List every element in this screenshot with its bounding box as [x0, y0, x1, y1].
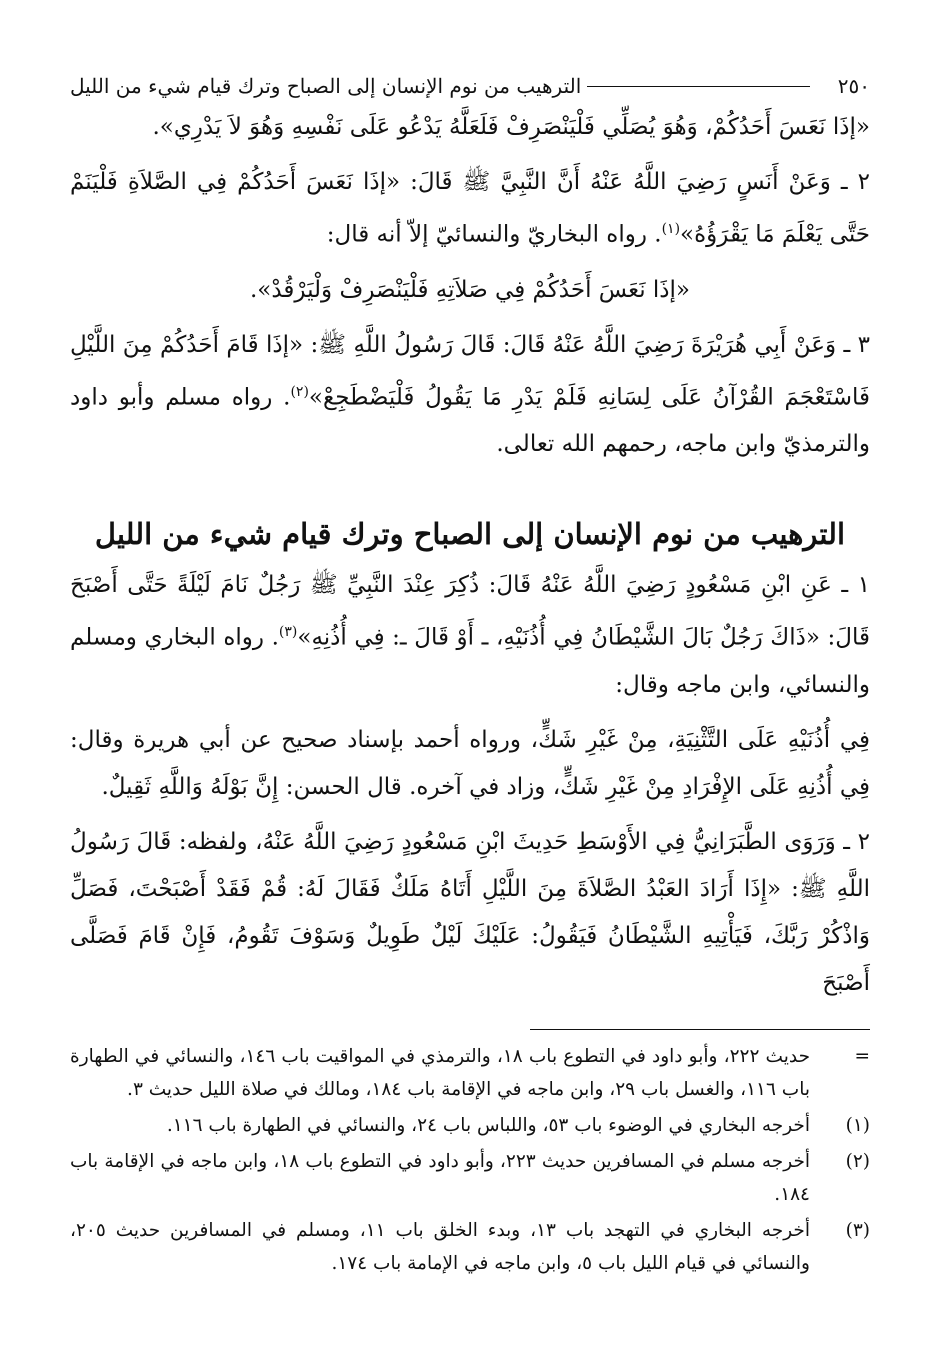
running-header	[70, 70, 870, 104]
variant-note	[70, 717, 870, 811]
page-number: ٢٥٠	[832, 74, 870, 98]
footnote-text: أخرجه البخاري في التهجد باب ١٣، وبدء الخلق باب ١١، ومسلم في المسافرين حديث ٢٠٥، والنسائي في قيام الليل باب ٥، وابن ماجه في الإمامة باب ١٧٤.	[70, 1219, 810, 1274]
variant-note-text: فِي أُذُنَيْهِ عَلَى التَّثْنِيَةِ، مِنْ غَيْرِ شَكٍّ، ورواه أحمد بإسناد صحيح عن أبي هريرة وقال: فِي أُذُنِهِ عَلَى الإِفْرَادِ مِنْ غَيْرِ شَكٍّ، وزاد في آخره. قال الحسن: إِنَّ بَوْلَهُ وَاللَّهِ ثَقِيلٌ.	[70, 726, 870, 800]
alternate-wording-text: «إذَا نَعَسَ أَحَدُكُمْ فِي صَلاَتِهِ فَلْيَنْصَرِفْ وَلْيَرْقُدْ».	[249, 276, 691, 303]
footnote-text: أخرجه البخاري في الوضوء باب ٥٣، واللباس باب ٢٤، والنسائي في الطهارة باب ١١٦.	[166, 1114, 810, 1136]
alternate-wording	[70, 267, 870, 314]
hadith-2-tabarani-text: ٢ ـ وَرَوَى الطَّبَرَانِيُّ فِي الأَوْسَطِ حَدِيثَ ابْنِ مَسْعُودٍ رَضِيَ اللَّهُ عَنْهُ، ولفظه: قَالَ رَسُولُ اللَّهِ ﷺ: «إِذَا أَرَادَ العَبْدُ الصَّلاَةَ مِنَ اللَّيْلِ أَتَاهُ مَلَكٌ فَقَالَ لَهُ: قُمْ فَقَدْ أَصْبَحْتَ، فَصَلِّ وَاذْكُرْ رَبَّكَ، فَيَأْتِيهِ الشَّيْطَانُ فَيَقُولُ: عَلَيْكَ لَيْلٌ طَوِيلٌ وَسَوْفَ تَقُومُ، فَإِنْ قَامَ فَصَلَّى أَصْبَحَ	[70, 828, 870, 996]
section-title: الترهيب من نوم الإنسان إلى الصباح وترك قيام شيء من الليل	[94, 517, 846, 552]
footnote-ref-2[interactable]: (٢)	[290, 383, 309, 400]
hadith-3-text: ٣ ـ وَعَنْ أَبِي هُرَيْرَةَ رَضِيَ اللَّهُ عَنْهُ قَالَ: قَالَ رَسُولُ اللَّهِ ﷺ: «إذَا قَامَ أَحَدُكُمْ مِنَ اللَّيْلِ فَاسْتَعْجَمَ القُرْآنُ عَلَى لِسَانِهِ فَلَمْ يَدْرِ مَا يَقُولُ فَلْيَضْطَجِعْ»	[70, 331, 870, 411]
footnote-2	[70, 1145, 870, 1211]
hadith-1-text: ١ ـ عَنِ ابْنِ مَسْعُودٍ رَضِيَ اللَّهُ عَنْهُ قَالَ: ذُكِرَ عِنْدَ النَّبِيِّ ﷺ رَجُلٌ نَامَ لَيْلَةً حَتَّى أَصْبَحَ قَالَ: «ذَاكَ رَجُلٌ بَالَ الشَّيْطَانُ فِي أُذُنَيْهِ، ـ أَوْ قَالَ ـ: فِي أُذُنِهِ»	[70, 572, 870, 651]
footnote-continued	[70, 1040, 870, 1106]
footnote-text: حديث ٢٢٢، وأبو داود في التطوع باب ١٨، والترمذي في المواقيت باب ١٤٦، والنسائي في الطهارة باب ١١٦، والغسل باب ٢٩، وابن ماجه في الإقامة باب ١٨٤، ومالك في صلاة الليل حديث ٣.	[70, 1045, 811, 1100]
footnote-ref-3[interactable]: (٣)	[278, 624, 298, 641]
footnote-text: أخرجه مسلم في المسافرين حديث ٢٢٣، وأبو داود في التطوع باب ١٨، وابن ماجه في الإقامة باب ١٨٤.	[70, 1150, 811, 1205]
hadith-2-tabarani	[70, 819, 870, 1007]
main-text	[70, 104, 870, 1007]
paragraph-1-text: «إذَا نَعَسَ أَحَدُكُمْ، وَهُوَ يُصَلِّي فَلْيَنْصَرِفْ فَلَعَلَّهُ يَدْعُو عَلَى نَفْسِهِ وَهُوَ لاَ يَدْرِي».	[152, 114, 870, 140]
footnotes	[70, 1040, 870, 1280]
footnote-ref-1[interactable]: (١)	[661, 221, 681, 237]
footnote-mark: (٣)	[845, 1219, 870, 1241]
hadith-2-source: . رواه البخاريّ والنسائيّ إلاّ أنه قال:	[326, 221, 662, 248]
running-title: الترهيب من نوم الإنسان إلى الصباح وترك قيام شيء من الليل	[70, 74, 587, 98]
footnote-mark: (١)	[845, 1114, 870, 1136]
footnote-3	[70, 1214, 870, 1280]
paragraph-1	[70, 104, 870, 151]
book-page	[70, 70, 870, 1283]
hadith-1-source: . رواه البخاري ومسلم والنسائي، وابن ماجه وقال:	[70, 624, 870, 698]
hadith-2-text: ٢ ـ وَعَنْ أَنَسٍ رَضِيَ اللَّهُ عَنْهُ أَنَّ النَّبِيَّ ﷺ قَالَ: «إذَا نَعَسَ أَحَدُكُمْ فِي الصَّلاَةِ فَلْيَنَمْ حَتَّى يَعْلَمَ مَا يَقْرَؤُهُ»	[70, 169, 870, 248]
footnote-divider	[530, 1029, 870, 1030]
footnote-1	[70, 1109, 870, 1142]
hadith-1-ibn-masud	[70, 562, 870, 709]
footnote-mark: (٢)	[845, 1150, 870, 1172]
hadith-3-source: . رواه مسلم وأبو داود والترمذيّ وابن ماجه، رحمهم الله تعالى.	[70, 384, 870, 458]
hadith-3-abu-hurayra	[70, 322, 870, 469]
hadith-2-anas	[70, 159, 870, 259]
footnote-mark: =	[854, 1045, 870, 1067]
